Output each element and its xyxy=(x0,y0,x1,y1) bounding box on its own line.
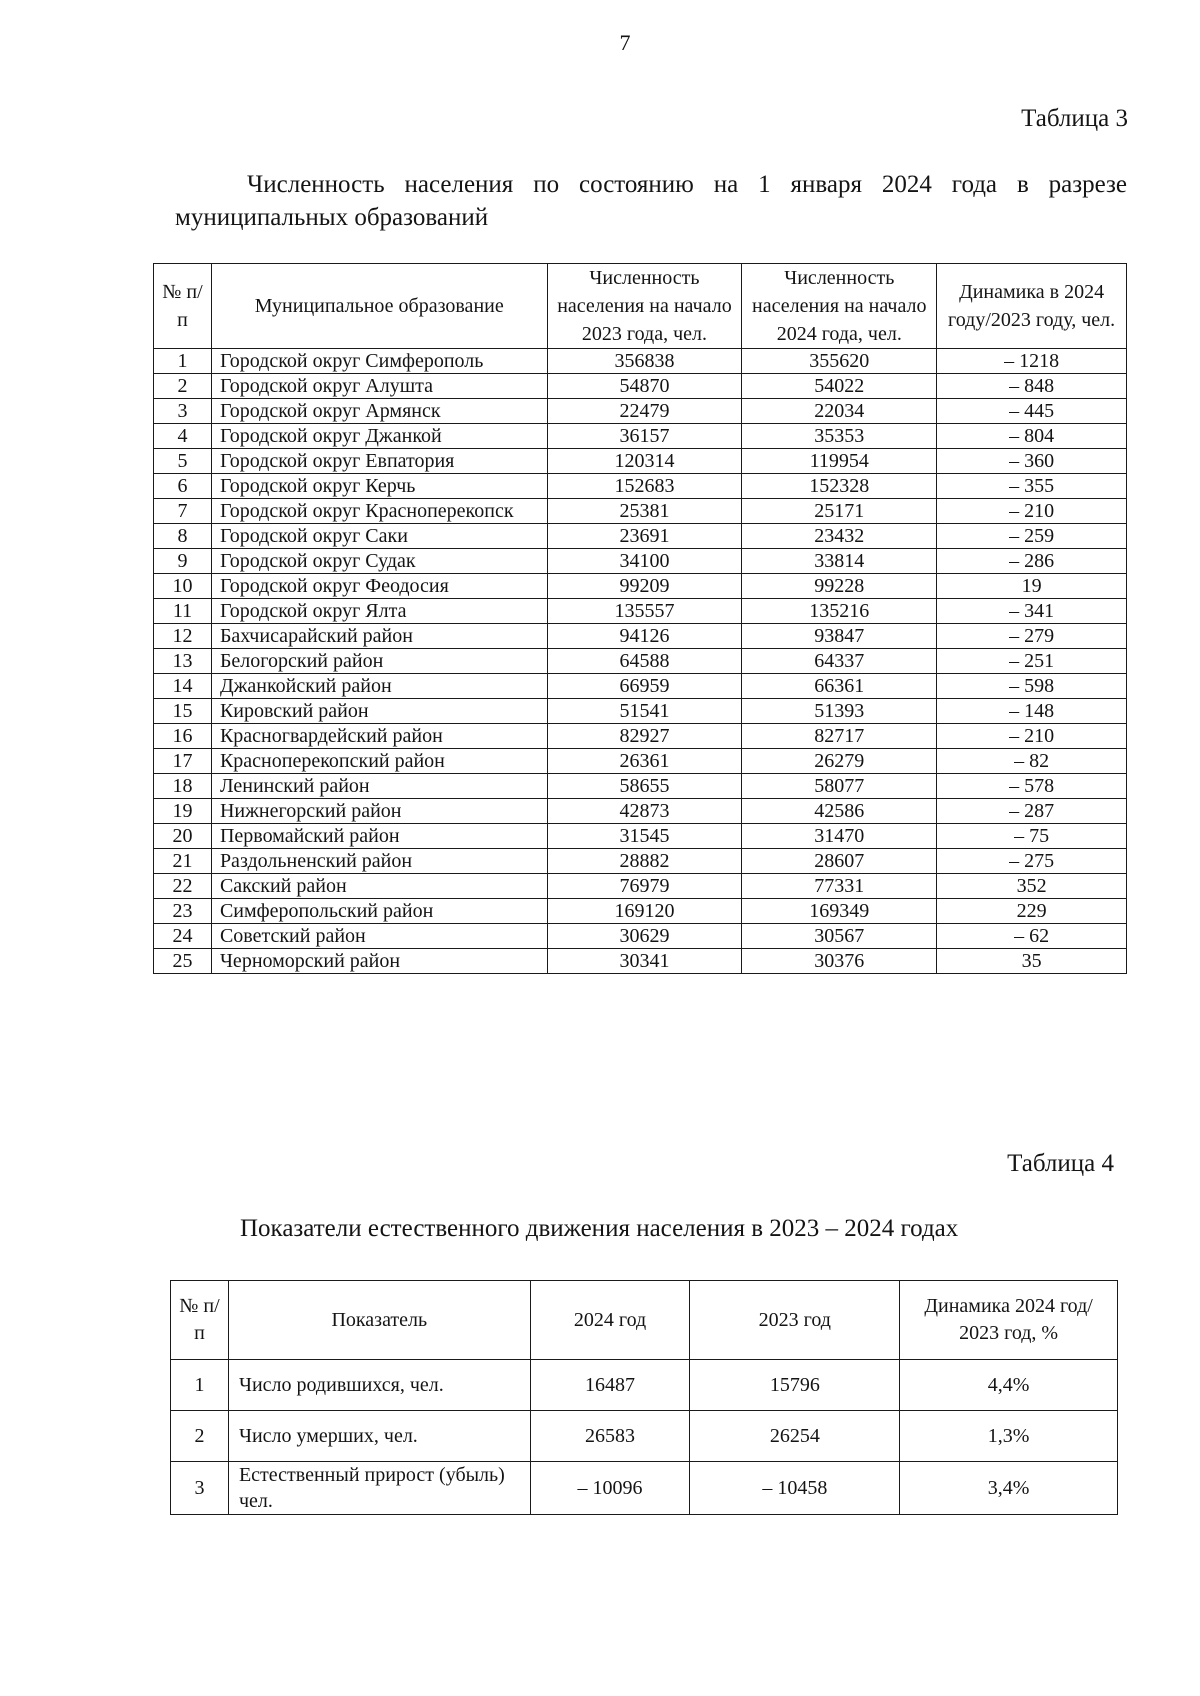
population-2023: 23691 xyxy=(547,524,742,549)
population-2024: 64337 xyxy=(742,649,937,674)
dynamics-value: – 210 xyxy=(937,499,1127,524)
row-number: 24 xyxy=(154,924,212,949)
municipality-name: Городской округ Джанкой xyxy=(211,424,547,449)
dynamics-value: 19 xyxy=(937,574,1127,599)
row-number: 12 xyxy=(154,624,212,649)
table-row xyxy=(154,524,1127,549)
table-row xyxy=(154,624,1127,649)
population-2023: 30629 xyxy=(547,924,742,949)
dynamics-value: – 578 xyxy=(937,774,1127,799)
population-2023: 25381 xyxy=(547,499,742,524)
population-2024: 33814 xyxy=(742,549,937,574)
population-2024: 58077 xyxy=(742,774,937,799)
table-row xyxy=(154,649,1127,674)
municipality-name: Городской округ Керчь xyxy=(211,474,547,499)
dynamics-value: – 1218 xyxy=(937,349,1127,374)
population-2023: 42873 xyxy=(547,799,742,824)
municipality-name: Раздольненский район xyxy=(211,849,547,874)
population-2023: 94126 xyxy=(547,624,742,649)
table-row xyxy=(154,574,1127,599)
population-2024: 152328 xyxy=(742,474,937,499)
population-2024: 31470 xyxy=(742,824,937,849)
population-2023: 58655 xyxy=(547,774,742,799)
row-number: 13 xyxy=(154,649,212,674)
row-number: 17 xyxy=(154,749,212,774)
value-2023: 15796 xyxy=(690,1360,900,1411)
header-indicator: Показатель xyxy=(228,1281,530,1360)
population-2023: 28882 xyxy=(547,849,742,874)
row-number: 2 xyxy=(154,374,212,399)
dynamics-value: – 287 xyxy=(937,799,1127,824)
table-row xyxy=(154,824,1127,849)
indicator-name: Число умерших, чел. xyxy=(228,1411,530,1462)
row-number: 22 xyxy=(154,874,212,899)
population-2024: 30376 xyxy=(742,949,937,974)
population-2023: 54870 xyxy=(547,374,742,399)
table-row xyxy=(154,474,1127,499)
population-2024: 99228 xyxy=(742,574,937,599)
dynamics-value: – 279 xyxy=(937,624,1127,649)
municipality-name: Симферопольский район xyxy=(211,899,547,924)
population-table xyxy=(153,263,1127,974)
population-2023: 51541 xyxy=(547,699,742,724)
population-2023: 36157 xyxy=(547,424,742,449)
dynamics-value: 3,4% xyxy=(900,1462,1118,1515)
header-pop-2023: Численность населения на начало 2023 года, чел. xyxy=(547,264,742,349)
municipality-name: Городской округ Алушта xyxy=(211,374,547,399)
dynamics-value: – 341 xyxy=(937,599,1127,624)
table-row xyxy=(154,849,1127,874)
municipality-name: Красногвардейский район xyxy=(211,724,547,749)
dynamics-value: – 82 xyxy=(937,749,1127,774)
row-number: 14 xyxy=(154,674,212,699)
row-number: 1 xyxy=(171,1360,229,1411)
table-row xyxy=(154,449,1127,474)
row-number: 8 xyxy=(154,524,212,549)
dynamics-value: 352 xyxy=(937,874,1127,899)
population-2023: 66959 xyxy=(547,674,742,699)
header-num: № п/п xyxy=(171,1281,229,1360)
table4-title: Показатели естественного движения населения в 2023 – 2024 годах xyxy=(240,1215,959,1242)
population-2023: 30341 xyxy=(547,949,742,974)
indicator-name: Число родившихся, чел. xyxy=(228,1360,530,1411)
population-2023: 99209 xyxy=(547,574,742,599)
indicator-name: Естественный прирост (убыль) чел. xyxy=(228,1462,530,1515)
population-2023: 22479 xyxy=(547,399,742,424)
dynamics-value: 1,3% xyxy=(900,1411,1118,1462)
municipality-name: Городской округ Феодосия xyxy=(211,574,547,599)
table-row xyxy=(154,549,1127,574)
population-2024: 355620 xyxy=(742,349,937,374)
population-2024: 77331 xyxy=(742,874,937,899)
municipality-name: Кировский район xyxy=(211,699,547,724)
population-2023: 152683 xyxy=(547,474,742,499)
value-2024: 26583 xyxy=(530,1411,690,1462)
table-row xyxy=(154,724,1127,749)
population-2023: 26361 xyxy=(547,749,742,774)
dynamics-value: – 148 xyxy=(937,699,1127,724)
table-row xyxy=(154,774,1127,799)
population-2023: 169120 xyxy=(547,899,742,924)
table-row xyxy=(154,874,1127,899)
header-2023: 2023 год xyxy=(690,1281,900,1360)
table-row xyxy=(154,499,1127,524)
table3-title: Численность населения по состоянию на 1 января 2024 года в разрезе муниципальных образований xyxy=(175,171,1127,231)
population-2024: 135216 xyxy=(742,599,937,624)
population-2024: 169349 xyxy=(742,899,937,924)
row-number: 9 xyxy=(154,549,212,574)
table-row xyxy=(171,1462,1118,1515)
table4-caption: Таблица 4 xyxy=(1007,1150,1114,1177)
dynamics-value: 4,4% xyxy=(900,1360,1118,1411)
table-row xyxy=(154,924,1127,949)
population-2024: 22034 xyxy=(742,399,937,424)
row-number: 25 xyxy=(154,949,212,974)
population-2024: 119954 xyxy=(742,449,937,474)
row-number: 6 xyxy=(154,474,212,499)
row-number: 1 xyxy=(154,349,212,374)
value-2023: – 10458 xyxy=(690,1462,900,1515)
table4-header-row xyxy=(171,1281,1118,1360)
municipality-name: Городской округ Ялта xyxy=(211,599,547,624)
population-2023: 76979 xyxy=(547,874,742,899)
population-2023: 34100 xyxy=(547,549,742,574)
header-2024: 2024 год xyxy=(530,1281,690,1360)
table-row xyxy=(154,599,1127,624)
population-2023: 64588 xyxy=(547,649,742,674)
table-row xyxy=(154,899,1127,924)
row-number: 10 xyxy=(154,574,212,599)
table-row xyxy=(154,949,1127,974)
municipality-name: Бахчисарайский район xyxy=(211,624,547,649)
row-number: 2 xyxy=(171,1411,229,1462)
table3-caption: Таблица 3 xyxy=(1021,105,1128,132)
table-row xyxy=(154,374,1127,399)
population-2024: 30567 xyxy=(742,924,937,949)
municipality-name: Черноморский район xyxy=(211,949,547,974)
row-number: 11 xyxy=(154,599,212,624)
municipality-name: Сакский район xyxy=(211,874,547,899)
municipality-name: Джанкойский район xyxy=(211,674,547,699)
municipality-name: Городской округ Симферополь xyxy=(211,349,547,374)
population-2024: 25171 xyxy=(742,499,937,524)
table-row xyxy=(154,349,1127,374)
municipality-name: Первомайский район xyxy=(211,824,547,849)
row-number: 16 xyxy=(154,724,212,749)
municipality-name: Белогорский район xyxy=(211,649,547,674)
table-row xyxy=(154,399,1127,424)
municipality-name: Ленинский район xyxy=(211,774,547,799)
row-number: 7 xyxy=(154,499,212,524)
population-2023: 31545 xyxy=(547,824,742,849)
municipality-name: Городской округ Армянск xyxy=(211,399,547,424)
dynamics-value: 35 xyxy=(937,949,1127,974)
row-number: 23 xyxy=(154,899,212,924)
dynamics-value: – 598 xyxy=(937,674,1127,699)
row-number: 19 xyxy=(154,799,212,824)
row-number: 4 xyxy=(154,424,212,449)
population-2023: 135557 xyxy=(547,599,742,624)
header-pop-2024: Численность населения на начало 2024 года, чел. xyxy=(742,264,937,349)
row-number: 21 xyxy=(154,849,212,874)
dynamics-value: – 259 xyxy=(937,524,1127,549)
value-2024: – 10096 xyxy=(530,1462,690,1515)
population-2023: 120314 xyxy=(547,449,742,474)
table-row xyxy=(154,424,1127,449)
table-row xyxy=(154,674,1127,699)
dynamics-value: – 360 xyxy=(937,449,1127,474)
dynamics-value: – 848 xyxy=(937,374,1127,399)
row-number: 3 xyxy=(171,1462,229,1515)
header-dynamics: Динамика 2024 год/ 2023 год, % xyxy=(900,1281,1118,1360)
municipality-name: Советский район xyxy=(211,924,547,949)
row-number: 20 xyxy=(154,824,212,849)
table-row xyxy=(171,1360,1118,1411)
population-2024: 23432 xyxy=(742,524,937,549)
dynamics-value: – 804 xyxy=(937,424,1127,449)
population-2024: 35353 xyxy=(742,424,937,449)
table-row xyxy=(154,749,1127,774)
row-number: 5 xyxy=(154,449,212,474)
municipality-name: Красноперекопский район xyxy=(211,749,547,774)
page-number: 7 xyxy=(619,30,631,55)
dynamics-value: – 62 xyxy=(937,924,1127,949)
population-2023: 82927 xyxy=(547,724,742,749)
municipality-name: Городской округ Судак xyxy=(211,549,547,574)
population-2023: 356838 xyxy=(547,349,742,374)
population-2024: 54022 xyxy=(742,374,937,399)
table-row xyxy=(171,1411,1118,1462)
row-number: 18 xyxy=(154,774,212,799)
natural-movement-table xyxy=(170,1280,1118,1515)
row-number: 15 xyxy=(154,699,212,724)
dynamics-value: – 445 xyxy=(937,399,1127,424)
dynamics-value: – 210 xyxy=(937,724,1127,749)
population-2024: 28607 xyxy=(742,849,937,874)
dynamics-value: 229 xyxy=(937,899,1127,924)
population-2024: 26279 xyxy=(742,749,937,774)
dynamics-value: – 355 xyxy=(937,474,1127,499)
population-2024: 42586 xyxy=(742,799,937,824)
row-number: 3 xyxy=(154,399,212,424)
header-num: № п/п xyxy=(154,264,212,349)
dynamics-value: – 286 xyxy=(937,549,1127,574)
value-2024: 16487 xyxy=(530,1360,690,1411)
table-row xyxy=(154,699,1127,724)
header-dynamics: Динамика в 2024 году/2023 году, чел. xyxy=(937,264,1127,349)
header-municipality: Муниципальное образование xyxy=(211,264,547,349)
dynamics-value: – 275 xyxy=(937,849,1127,874)
population-2024: 82717 xyxy=(742,724,937,749)
municipality-name: Городской округ Красноперекопск xyxy=(211,499,547,524)
dynamics-value: – 75 xyxy=(937,824,1127,849)
dynamics-value: – 251 xyxy=(937,649,1127,674)
population-2024: 93847 xyxy=(742,624,937,649)
value-2023: 26254 xyxy=(690,1411,900,1462)
municipality-name: Городской округ Саки xyxy=(211,524,547,549)
table3-header-row xyxy=(154,264,1127,349)
population-2024: 66361 xyxy=(742,674,937,699)
municipality-name: Городской округ Евпатория xyxy=(211,449,547,474)
table-row xyxy=(154,799,1127,824)
municipality-name: Нижнегорский район xyxy=(211,799,547,824)
population-2024: 51393 xyxy=(742,699,937,724)
